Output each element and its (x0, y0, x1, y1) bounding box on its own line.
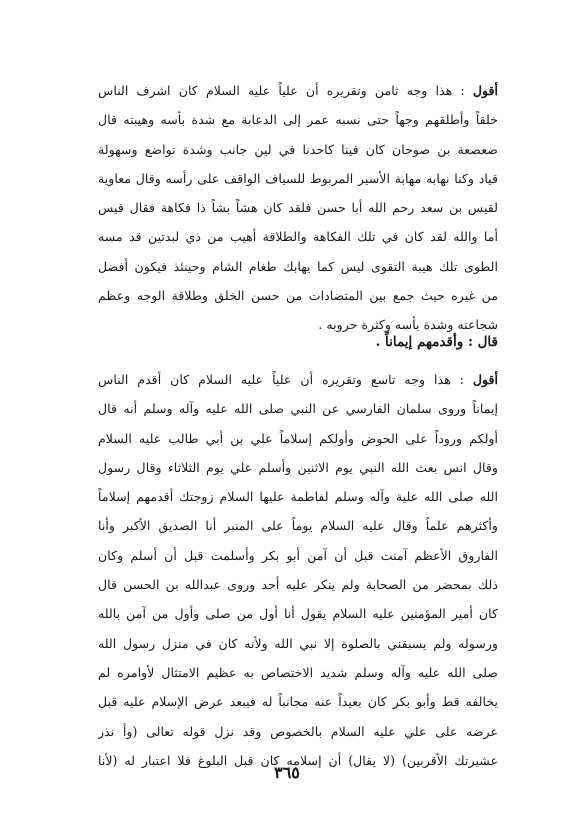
paragraph-line: أما والله لقد كان في تلك الفكاهة والطلاقة أهيب من ذي لبدتين قد مسه (98, 229, 498, 245)
line-text: : هذا وجه تاسع وتقريره أن علياً عليه السلام كان أقدم الناس (98, 372, 464, 387)
paragraph-line: من غيره حيث جمع بين المتضادات من حسن الخلق وطلاقة الوجه وعظم (98, 288, 498, 304)
paragraph-line: الله صلى الله علية وآله وسلم لفاطمة عليها السلام زوجتك أقدمهم إسلاماً (98, 489, 498, 505)
page-number: ٣٦٥ (274, 763, 300, 782)
paragraph-line (98, 365, 498, 394)
paragraph-line: عشيرتك الأقربين) (لا يقال) أن إسلامه كان قبل البلوغ فلا اعتبار له (لأنا (98, 752, 498, 768)
paragraph-line: عرضه على علي عليه السلام بالخصوص وقد نزل قوله تعالى (وأ نذر (98, 723, 498, 739)
paragraph-line: قياد وكنا نهابه مهابة الأسير المربوط للسياف الواقف على رأسه وقال معاوية (98, 170, 498, 186)
paragraph-ninth-aspect (98, 365, 498, 775)
paragraph-line: وأكثرهم علماً وقال عليه السلام يوماً على المنبر أنا الصديق الأكبر وأنا (98, 518, 498, 534)
paragraph-line: خلقاً وأطلقهم وجهاً حتى نسبه عمر إلى الدعابة مع شدة بأسه وهيبته قال (98, 112, 498, 128)
paragraph-line: الطوى تلك هيبة التقوى ليس كما يهابك طغام الشام وحينئذ فيكون أفضل (98, 258, 498, 274)
paragraph-line: وقال انس بعث الله النبي يوم الاثنين وأسلم علي يوم الثلاثاء وقال رسول (98, 459, 498, 475)
paragraph-eighth-aspect (98, 76, 498, 340)
paragraph-line: الفاروق الأعظم آمنت قبل أن آمن أبو بكر وأسلمت قبل أن أسلم وكان (98, 547, 498, 563)
paragraph-line: ورسوله ولم يسبقني بالصلوة إلا نبي الله ولأنه كان في منزل رسول الله (98, 635, 498, 651)
section-heading: قال : وأقدمهم إيماناً . (375, 334, 498, 350)
paragraph-line: شجاعته وشدة بأسه وكثرة حروبه . (318, 317, 498, 333)
paragraph-line: صلى الله عليه وآله وسلم شديد الاختصاص به عظيم الامتثال لأوامره لم (98, 664, 498, 680)
paragraph-line: ذلك بمحضر من الصحابة ولم ينكر عليه أحد وروى عبدالله بن الحسن قال (98, 577, 498, 593)
paragraph-line: كان أمير المؤمنين عليه السلام يقول أنا أول من صلى وأول من آمن بالله (98, 606, 498, 622)
paragraph-line: إيماناً وروى سلمان الفارسي عن النبي صلى الله عليه وآله وسلم أنه قال (98, 401, 498, 417)
paragraph-line: أولكم وروداً على الحوض وأولكم إسلاماً علي بن أبي طالب عليه السلام (98, 430, 498, 446)
paragraph-line (98, 76, 498, 105)
paragraph-line: يخالفه قط وأبو بكر كان بعيداً عنه مجانباً له فيبعد عرض الإسلام عليه قبل (98, 694, 498, 710)
paragraph-line: صعصعة بن صوحان كان فينا كاحدنا في لين جانب وشدة تواضع وسهولة (98, 141, 498, 157)
paragraph-lead-word: أقول (472, 83, 498, 98)
line-text: : هذا وجه ثامن وتقريره أن علياً عليه السلام كان اشرف الناس (98, 83, 465, 98)
paragraph-line: لقيس بن سعد رحم الله أبا حسن فلقد كان هشاً بشاً ذا فكاهة فقال قيس (98, 200, 498, 216)
paragraph-lead-word: أقول (472, 372, 498, 387)
